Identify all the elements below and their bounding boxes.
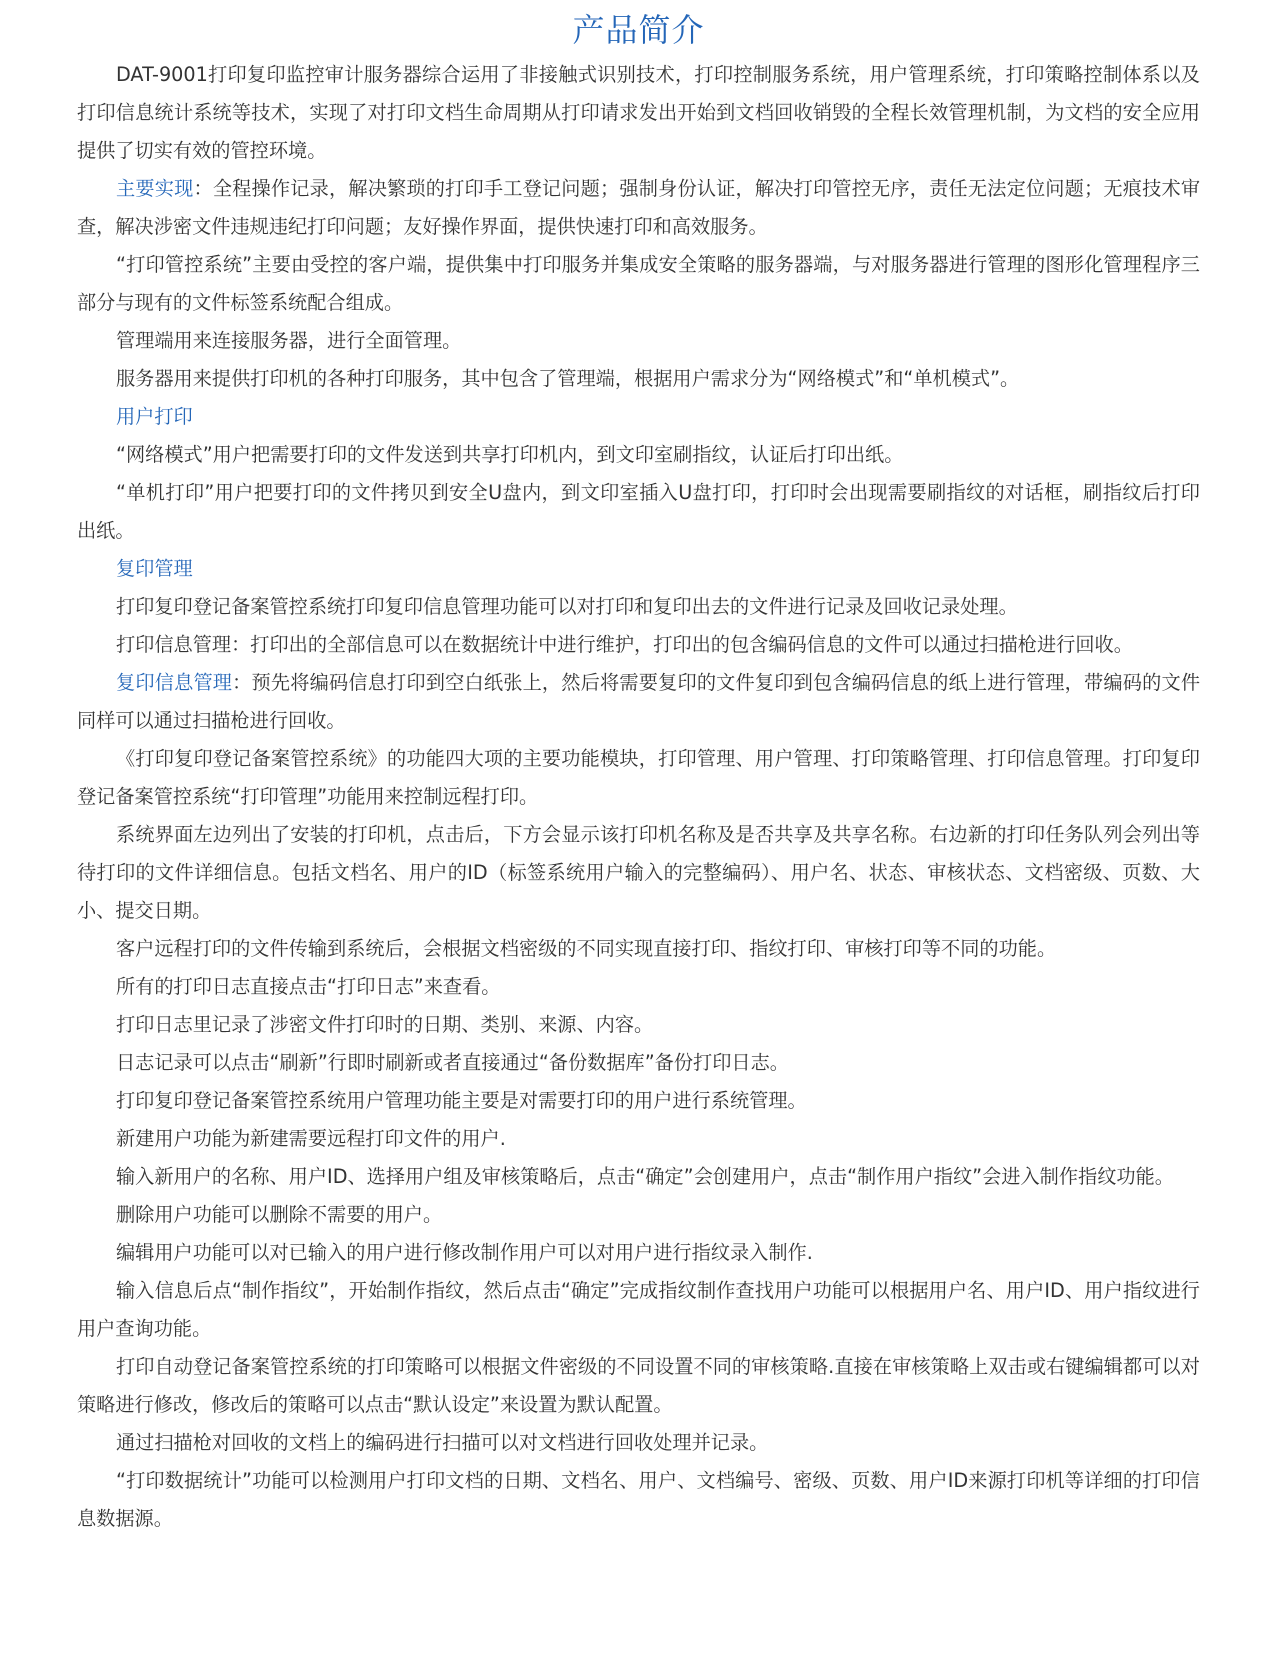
paragraph [77, 1082, 1200, 1120]
paragraph [77, 398, 1200, 436]
paragraph [77, 1044, 1200, 1082]
paragraph-text: 输入信息后点“制作指纹”，开始制作指纹，然后点击“确定”完成指纹制作查找用户功能可以根据用户名、用户ID、用户指纹进行用户查询功能。 [77, 1279, 1200, 1340]
paragraph [77, 56, 1200, 170]
section-label: 主要实现 [116, 177, 194, 200]
paragraph [77, 170, 1200, 246]
paragraph-text: ：预先将编码信息打印到空白纸张上，然后将需要复印的文件复印到包含编码信息的纸上进行管理，带编码的文件同样可以通过扫描枪进行回收。 [77, 671, 1201, 732]
paragraph [77, 1424, 1200, 1462]
paragraph [77, 322, 1200, 360]
paragraph [77, 626, 1200, 664]
paragraph-text: DAT-9001打印复印监控审计服务器综合运用了非接触式识别技术，打印控制服务系统，用户管理系统，打印策略控制体系以及打印信息统计系统等技术，实现了对打印文档生命周期从打印请求发出开始到文档回收销毁的全程长效管理机制，为文档的安全应用提供了切实有效的管控环境。 [77, 63, 1200, 162]
paragraph-text: 打印日志里记录了涉密文件打印时的日期、类别、来源、内容。 [116, 1013, 654, 1036]
paragraph [77, 1158, 1200, 1196]
paragraph-text: 输入新用户的名称、用户ID、选择用户组及审核策略后，点击“确定”会创建用户，点击“制作用户指纹”会进入制作指纹功能。 [116, 1165, 1174, 1188]
paragraph-text: “网络模式”用户把需要打印的文件发送到共享打印机内，到文印室刷指纹，认证后打印出纸。 [116, 443, 904, 466]
paragraph [77, 930, 1200, 968]
paragraph [77, 1272, 1200, 1348]
paragraph-text: 打印自动登记备案管控系统的打印策略可以根据文件密级的不同设置不同的审核策略.直接在审核策略上双击或右键编辑都可以对策略进行修改，修改后的策略可以点击“默认设定”来设置为默认配置。 [77, 1355, 1200, 1416]
paragraph [77, 588, 1200, 626]
paragraph [77, 550, 1200, 588]
paragraph-text: 日志记录可以点击“刷新”行即时刷新或者直接通过“备份数据库”备份打印日志。 [116, 1051, 789, 1074]
paragraph-text: 编辑用户功能可以对已输入的用户进行修改制作用户可以对用户进行指纹录入制作. [116, 1241, 813, 1264]
intro-content [77, 56, 1200, 1538]
paragraph [77, 1348, 1200, 1424]
paragraph-text: 系统界面左边列出了安装的打印机，点击后，下方会显示该打印机名称及是否共享及共享名称。右边新的打印任务队列会列出等待打印的文件详细信息。包括文档名、用户的ID（标签系统用户输入的完整编码）、用户名、状态、审核状态、文档密级、页数、大小、提交日期。 [77, 823, 1200, 922]
paragraph [77, 740, 1200, 816]
paragraph-text: “打印管控系统”主要由受控的客户端，提供集中打印服务并集成安全策略的服务器端，与对服务器进行管理的图形化管理程序三部分与现有的文件标签系统配合组成。 [77, 253, 1200, 314]
section-label: 复印信息管理 [116, 671, 233, 694]
paragraph-text: “打印数据统计”功能可以检测用户打印文档的日期、文档名、用户、文档编号、密级、页数、用户ID来源打印机等详细的打印信息数据源。 [77, 1469, 1200, 1530]
paragraph-text: 打印信息管理：打印出的全部信息可以在数据统计中进行维护，打印出的包含编码信息的文件可以通过扫描枪进行回收。 [116, 633, 1133, 656]
paragraph [77, 816, 1200, 930]
paragraph-text: 打印复印登记备案管控系统打印复印信息管理功能可以对打印和复印出去的文件进行记录及回收记录处理。 [116, 595, 1018, 618]
paragraph [77, 360, 1200, 398]
paragraph [77, 1196, 1200, 1234]
paragraph-text: “单机打印”用户把要打印的文件拷贝到安全U盘内，到文印室插入U盘打印，打印时会出现需要刷指纹的对话框，刷指纹后打印出纸。 [77, 481, 1200, 542]
paragraph-text: 所有的打印日志直接点击“打印日志”来查看。 [116, 975, 501, 998]
section-label: 用户打印 [116, 405, 193, 428]
paragraph [77, 1234, 1200, 1272]
paragraph-text: 删除用户功能可以删除不需要的用户。 [116, 1203, 443, 1226]
paragraph [77, 436, 1200, 474]
paragraph-text: ：全程操作记录，解决繁琐的打印手工登记问题；强制身份认证，解决打印管控无序，责任无法定位问题；无痕技术审查，解决涉密文件违规违纪打印问题；友好操作界面，提供快速打印和高效服务。 [77, 177, 1201, 238]
paragraph-text: 通过扫描枪对回收的文档上的编码进行扫描可以对文档进行回收处理并记录。 [116, 1431, 769, 1454]
section-label: 复印管理 [116, 557, 193, 580]
paragraph [77, 474, 1200, 550]
paragraph [77, 1006, 1200, 1044]
paragraph-text: 《打印复印登记备案管控系统》的功能四大项的主要功能模块，打印管理、用户管理、打印策略管理、打印信息管理。打印复印登记备案管控系统“打印管理”功能用来控制远程打印。 [77, 747, 1200, 808]
paragraph-text: 客户远程打印的文件传输到系统后，会根据文档密级的不同实现直接打印、指纹打印、审核打印等不同的功能。 [116, 937, 1057, 960]
paragraph [77, 1120, 1200, 1158]
paragraph [77, 664, 1200, 740]
paragraph [77, 246, 1200, 322]
paragraph [77, 968, 1200, 1006]
paragraph [77, 1462, 1200, 1538]
paragraph-text: 新建用户功能为新建需要远程打印文件的用户. [116, 1127, 506, 1150]
paragraph-text: 打印复印登记备案管控系统用户管理功能主要是对需要打印的用户进行系统管理。 [116, 1089, 807, 1112]
page-title: 产品简介 [572, 11, 705, 49]
paragraph-text: 服务器用来提供打印机的各种打印服务，其中包含了管理端，根据用户需求分为“网络模式”和“单机模式”。 [116, 367, 1020, 390]
paragraph-text: 管理端用来连接服务器，进行全面管理。 [116, 329, 462, 352]
